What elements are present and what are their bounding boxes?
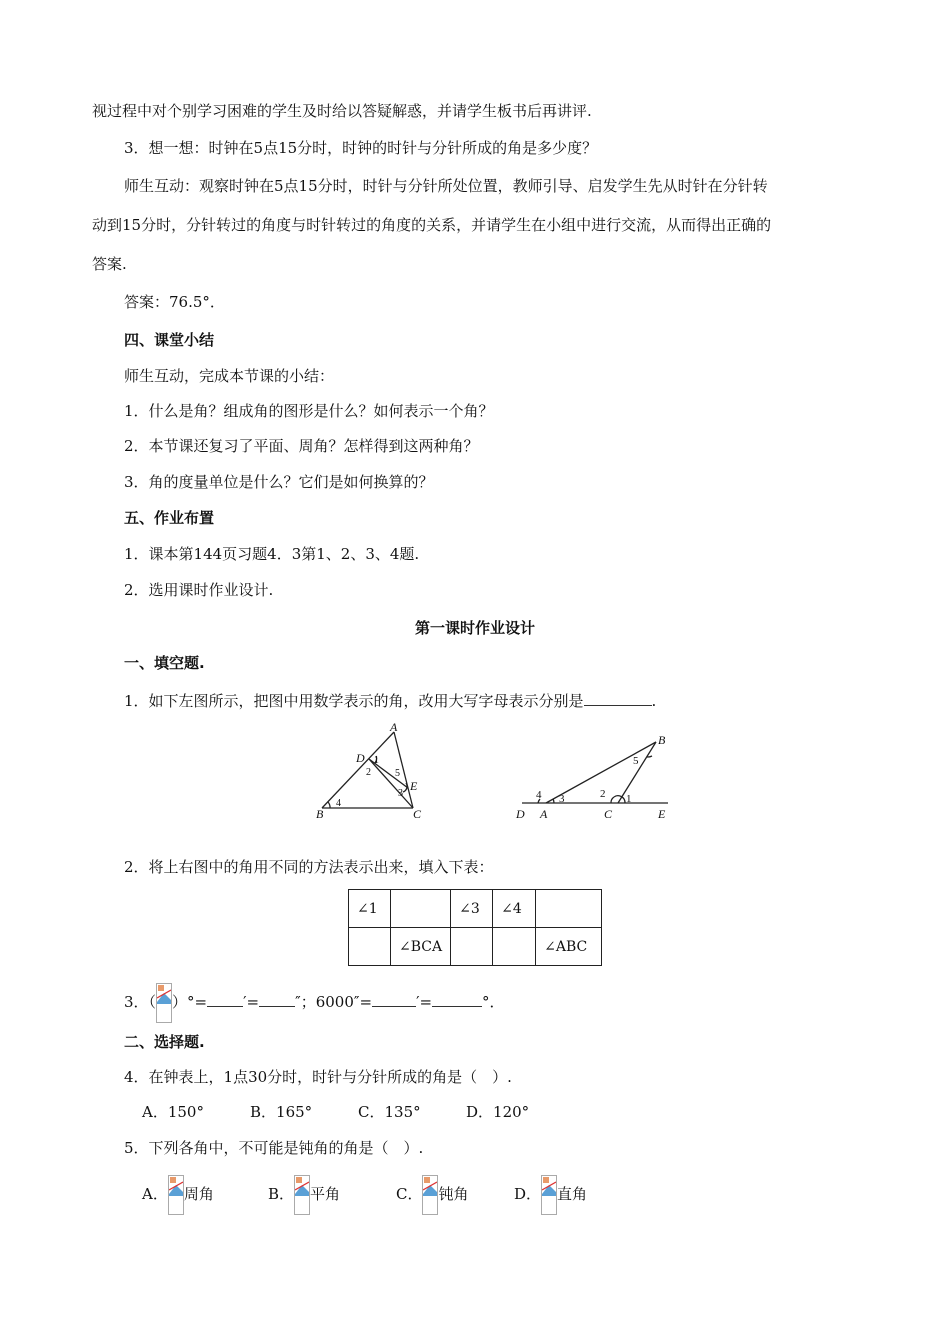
- arc-4: [328, 802, 330, 808]
- table-cell[interactable]: ∠3: [451, 890, 493, 928]
- table-cell[interactable]: [493, 928, 536, 966]
- para-line-3: 师生互动：观察时钟在5点15分时，时针与分针所处位置，教师引导、启发学生先从时针在分针转: [124, 177, 768, 195]
- table-cell[interactable]: [349, 928, 391, 966]
- triangle-figure-left: [300, 720, 440, 825]
- question-1: [124, 689, 656, 711]
- question-2: 2．将上右图中的角用不同的方法表示出来，填入下表：: [124, 858, 494, 876]
- label-3: 3: [398, 788, 403, 799]
- para-line-5: 答案.: [92, 255, 127, 273]
- question-3: [124, 982, 505, 1023]
- broken-image-icon: [294, 1175, 310, 1215]
- label-A: A: [540, 807, 548, 821]
- label-1: 1: [374, 755, 379, 766]
- option-text: 平角: [310, 1185, 341, 1203]
- label-E: E: [658, 807, 666, 821]
- question-1-text: 1．如下左图所示，把图中用数学表示的角，改用大写字母表示分别是: [124, 692, 584, 710]
- option-letter: A．: [142, 1185, 168, 1203]
- question-5: 5．下列各角中，不可能是钝角的角是（ ）.: [124, 1139, 424, 1157]
- label-5: 5: [633, 755, 639, 767]
- worksheet-title: 第一课时作业设计: [414, 619, 535, 637]
- question-3-sec: ″；6000″=: [295, 993, 373, 1011]
- broken-image-icon: [156, 983, 172, 1023]
- para-line-4: 动到15分时，分针转过的角度与时针转过的角度的关系，并请学生在小组中进行交流，从而得出正确的: [92, 216, 772, 234]
- label-C: C: [413, 807, 422, 821]
- question-3-deg: ）°=: [172, 993, 208, 1011]
- label-1: 1: [626, 793, 632, 805]
- question-1-end: .: [651, 692, 657, 710]
- label-E: E: [410, 779, 418, 793]
- broken-image-icon: [168, 1175, 184, 1215]
- option-c[interactable]: C．135°: [358, 1103, 421, 1121]
- label-3: 3: [559, 793, 565, 805]
- label-2: 2: [366, 767, 371, 778]
- table-cell[interactable]: ∠BCA: [391, 928, 451, 966]
- summary-item-2: 2．本节课还复习了平面、周角？怎样得到这两种角？: [124, 437, 479, 455]
- answer-blank[interactable]: [259, 990, 295, 1007]
- label-2: 2: [600, 788, 606, 800]
- broken-image-icon: [541, 1175, 557, 1215]
- label-C: C: [604, 807, 613, 821]
- arc-2: [611, 797, 614, 803]
- option-d[interactable]: D．120°: [466, 1103, 530, 1121]
- summary-intro: 师生互动，完成本节课的小结：: [124, 367, 335, 385]
- option-text: 钝角: [438, 1185, 469, 1203]
- label-B: B: [658, 733, 666, 747]
- line-CB: [618, 742, 656, 803]
- question-clock-line: 3．想一想：时钟在5点15分时，时钟的时针与分针所成的角是多少度？: [124, 139, 598, 157]
- option-letter: C．: [396, 1185, 423, 1203]
- option-text: 周角: [183, 1185, 214, 1203]
- label-D: D: [516, 807, 525, 821]
- answer-blank[interactable]: [207, 990, 243, 1007]
- table-row: [349, 890, 602, 928]
- section-heading-homework: 五、作业布置: [124, 509, 215, 527]
- label-5: 5: [395, 768, 400, 779]
- question-3-min: ′=: [243, 993, 260, 1011]
- question-3-end: °．: [482, 993, 505, 1011]
- question-4: 4．在钟表上，1点30分时，时针与分针所成的角是（ ）.: [124, 1068, 512, 1086]
- summary-item-3: 3．角的度量单位是什么？它们是如何换算的？: [124, 473, 434, 491]
- label-4: 4: [336, 798, 341, 809]
- summary-item-1: 1．什么是角？组成角的图形是什么？如何表示一个角？: [124, 402, 494, 420]
- label-D: D: [356, 751, 365, 765]
- homework-item-2: 2．选用课时作业设计.: [124, 581, 274, 599]
- table-row: [349, 928, 602, 966]
- option-a[interactable]: [142, 1172, 214, 1216]
- label-B: B: [316, 807, 324, 821]
- question-3-min2: ′=: [416, 993, 433, 1011]
- option-c[interactable]: [396, 1172, 469, 1216]
- table-cell[interactable]: [536, 890, 602, 928]
- answer-line: 答案：76.5°．: [124, 293, 225, 311]
- option-text: 直角: [557, 1185, 588, 1203]
- broken-image-icon: [422, 1175, 438, 1215]
- option-b[interactable]: B．165°: [250, 1103, 313, 1121]
- answer-blank[interactable]: [372, 990, 416, 1007]
- question-3-prefix: 3．（: [124, 993, 157, 1011]
- label-A: A: [390, 720, 398, 734]
- section-heading-choice: 二、选择题.: [124, 1033, 205, 1051]
- option-b[interactable]: [268, 1172, 340, 1216]
- angle-table: [348, 889, 602, 966]
- option-letter: B．: [268, 1185, 295, 1203]
- answer-blank[interactable]: [584, 689, 652, 706]
- section-heading-summary: 四、课堂小结: [124, 331, 215, 349]
- table-cell[interactable]: ∠4: [493, 890, 536, 928]
- homework-item-1: 1．课本第144页习题4．3第1、2、3、4题.: [124, 545, 420, 563]
- table-cell[interactable]: ∠1: [349, 890, 391, 928]
- table-cell[interactable]: ∠ABC: [536, 928, 602, 966]
- table-cell[interactable]: [391, 890, 451, 928]
- option-d[interactable]: [514, 1172, 587, 1216]
- table-cell[interactable]: [451, 928, 493, 966]
- answer-blank[interactable]: [432, 990, 482, 1007]
- para-line-1: 视过程中对个别学习困难的学生及时给以答疑解惑，并请学生板书后再讲评.: [92, 102, 592, 120]
- section-heading-fill: 一、填空题.: [124, 654, 205, 672]
- option-letter: D．: [514, 1185, 542, 1203]
- label-4: 4: [536, 789, 542, 801]
- triangle-figure-right: [510, 730, 680, 825]
- option-a[interactable]: A．150°: [142, 1103, 204, 1121]
